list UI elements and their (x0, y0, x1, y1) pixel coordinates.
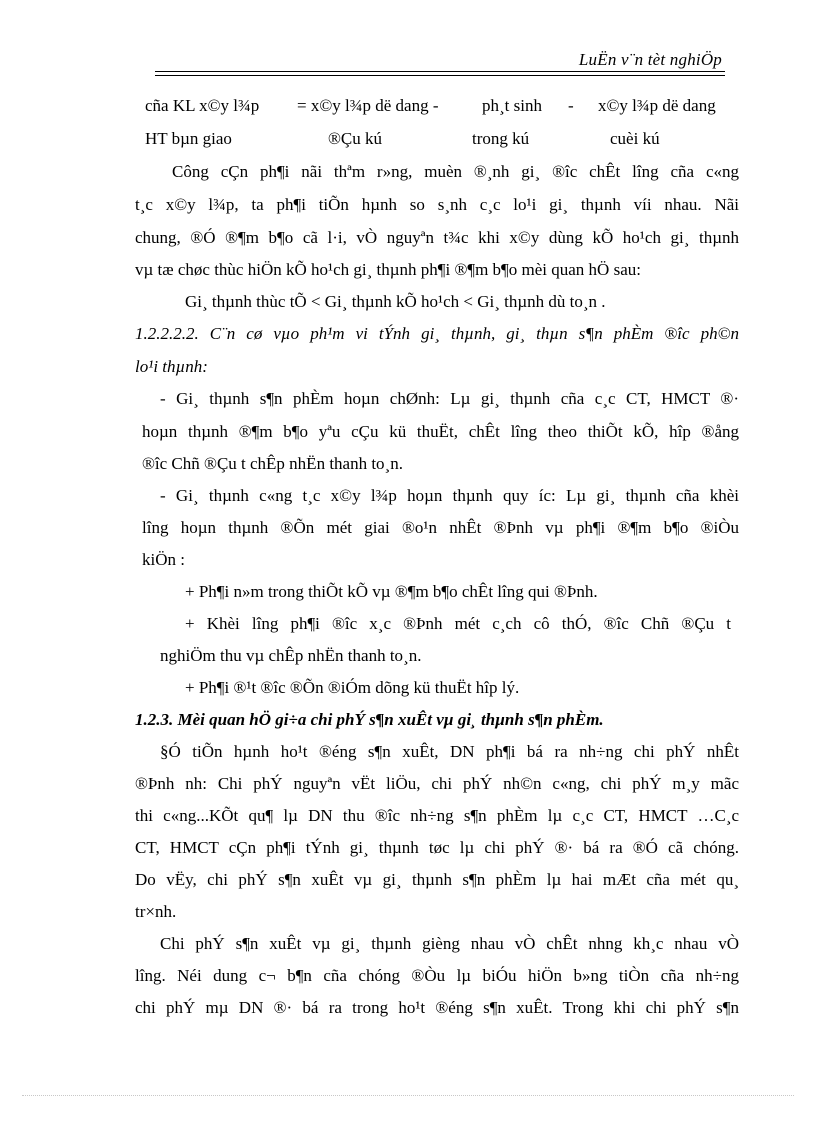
paragraph-line: vµ tæ chøc thùc hiÖn kÕ ho¹ch gi¸ thµnh ph¶i ®¶m b¶o mèi quan hÖ sau: (135, 260, 641, 279)
formula-cell: trong kú (472, 129, 530, 148)
header-rule (155, 75, 725, 76)
paragraph-line: - Gi¸ thµnh c«ng t¸c x©y l¾p hoµn thµnh quy íc: Lµ gi¸ thµnh cña khèi (160, 486, 739, 505)
paragraph-line: chi phÝ mµ DN ®· bá ra trong ho¹t ®éng s¶n xuÊt. Trong khi chi phÝ s¶n (135, 998, 739, 1017)
formula-cell: = x©y l¾p dë dang - (297, 96, 439, 115)
paragraph-line: ®îc Chñ ®Çu t chÊp nhËn thanh to¸n. (142, 454, 403, 473)
formula-cell: cuèi kú (610, 129, 660, 148)
paragraph-line: kiÖn : (142, 550, 185, 569)
paragraph-line: CT, HMCT cÇn ph¶i tÝnh gi¸ thµnh tøc lµ chi phÝ ®· bá ra ®Ó cã chóng. (135, 838, 739, 857)
formula-cell: HT bµn giao (145, 129, 232, 148)
paragraph-line: ®Þnh nh: Chi phÝ nguyªn vËt liÖu, chi phÝ nh©n c«ng, chi phÝ m¸y mãc (135, 774, 739, 793)
paragraph-line: t¸c x©y l¾p, ta ph¶i tiÕn hµnh so s¸nh c¸c lo¹i gi¸ thµnh víi nhau. Nãi (135, 195, 739, 214)
paragraph-line: - Gi¸ thµnh s¶n phÈm hoµn chØnh: Lµ gi¸ thµnh cña c¸c CT, HMCT ®· (160, 389, 739, 408)
paragraph-line: §Ó tiÕn hµnh ho¹t ®éng s¶n xuÊt, DN ph¶i bá ra nh÷ng chi phÝ nhÊt (160, 742, 739, 761)
formula-cell: ph¸t sinh (482, 96, 542, 115)
running-header: LuËn v¨n tèt nghiÖp (578, 50, 722, 69)
paragraph-line: chung, ®Ó ®¶m b¶o cã l·i, vÒ nguyªn t¾c khi x©y dùng kÕ ho¹ch gi¸ thµnh (135, 228, 739, 247)
paragraph-line: Chi phÝ s¶n xuÊt vµ gi¸ thµnh gièng nhau vÒ chÊt nhng kh¸c nhau vÒ (160, 934, 739, 953)
paragraph-line: nghiÖm thu vµ chÊp nhËn thanh to¸n. (160, 646, 422, 665)
formula-cell: ®Çu kú (328, 129, 383, 148)
paragraph-line: + Khèi lîng ph¶i ®îc x¸c ®Þnh mét c¸ch cô thÓ, ®îc Chñ ®Çu t (185, 614, 731, 633)
formula-cell: cña KL x©y l¾p (145, 96, 260, 115)
paragraph-line: Công cÇn ph¶i nãi thªm r»ng, muèn ®¸nh gi¸ ®îc chÊt lîng cña c«ng (172, 162, 739, 181)
paragraph-line: lîng. Néi dung c¬ b¶n cña chóng ®Òu lµ biÓu hiÖn b»ng tiÒn cña nh÷ng (135, 966, 739, 985)
price-relation-formula: Gi¸ thµnh thùc tÕ < Gi¸ thµnh kÕ ho¹ch < Gi¸ thµnh dù to¸n . (185, 292, 606, 311)
header-rule (155, 71, 725, 72)
formula-cell: x©y l¾p dë dang (598, 96, 716, 115)
paragraph-line: Do vËy, chi phÝ s¶n xuÊt vµ gi¸ thµnh s¶n phÈm lµ hai mÆt cña mét qu¸ (135, 870, 739, 889)
paragraph-line: hoµn thµnh ®¶m b¶o yªu cÇu kü thuËt, chÊt lîng theo thiÕt kÕ, hîp ®ång (142, 422, 739, 441)
section-heading: lo¹i thµnh: (135, 357, 208, 376)
paragraph-line: thi c«ng...KÕt qu¶ lµ DN thu ®îc nh÷ng s¶n phÈm lµ c¸c CT, HMCT …C¸c (135, 806, 739, 825)
section-heading: 1.2.2.2.2. C¨n cø vµo ph¹m vi tÝnh gi¸ thµnh, gi¸ thµn s¶n phÈm ®îc ph©n (135, 324, 739, 343)
paragraph-line: + Ph¶i ®¹t ®îc ®Õn ®iÓm dõng kü thuËt hîp lý. (185, 678, 520, 697)
paragraph-line: lîng hoµn thµnh ®Õn mét giai ®o¹n nhÊt ®Þnh vµ ph¶i ®¶m b¶o ®iÒu (142, 518, 739, 537)
paragraph-line: tr×nh. (135, 902, 177, 921)
formula-cell: - (568, 96, 574, 115)
footer-rule (22, 1095, 794, 1096)
paragraph-line: + Ph¶i n»m trong thiÕt kÕ vµ ®¶m b¶o chÊt lîng qui ®Þnh. (185, 582, 598, 601)
section-heading-bold: 1.2.3. Mèi quan hÖ gi÷a chi phÝ s¶n xuÊt vµ gi¸ thµnh s¶n phÈm. (135, 710, 604, 729)
